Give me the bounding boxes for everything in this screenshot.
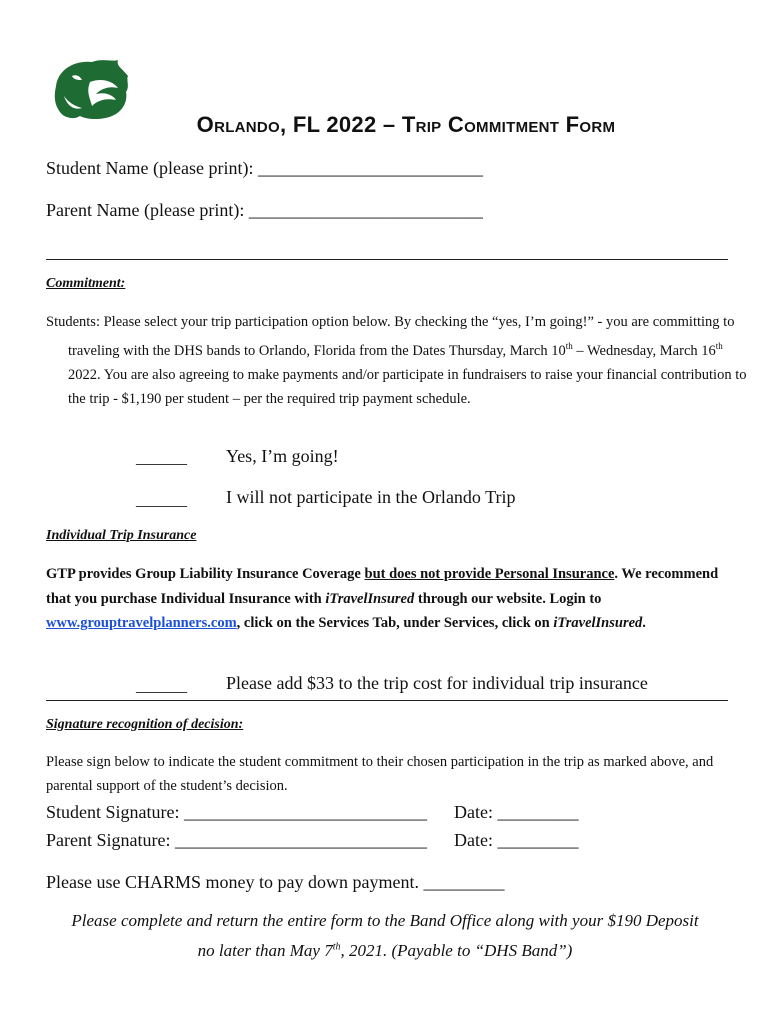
signature-instructions: Please sign below to indicate the student commitment to their chosen participation in the trip as marked above, and parental support of the student’s decision. bbox=[46, 754, 714, 794]
commitment-heading: Commitment: bbox=[46, 276, 126, 291]
closing-instructions-line-1: Please complete and return the entire form to the Band Office along with your $190 Deposit bbox=[71, 911, 699, 930]
yes-going-checkbox-blank[interactable]: ______ bbox=[136, 448, 187, 467]
student-date-field[interactable]: Date: _________ bbox=[454, 802, 579, 822]
insurance-checkbox-blank[interactable]: ______ bbox=[136, 676, 187, 695]
insurance-paragraph: GTP provides Group Liability Insurance Coverage but does not provide Personal Insurance. We recommend that you purchase Individual Insurance with iTravelInsured through our website. Login to www.grouptravelplanners.com, click on the Services Tab, under Services, click on iTravelInsured. bbox=[46, 566, 719, 631]
not-participating-checkbox-blank[interactable]: ______ bbox=[136, 490, 187, 509]
student-name-field[interactable]: Student Name (please print): _________________________ bbox=[46, 158, 483, 178]
page-title: Orlando, FL 2022 – Trip Commitment Form bbox=[196, 112, 616, 137]
yes-going-option-label: Yes, I’m going! bbox=[226, 446, 339, 466]
student-signature-field[interactable]: Student Signature: ___________________________ bbox=[46, 802, 427, 822]
not-participating-option-label: I will not participate in the Orlando Trip bbox=[226, 487, 516, 507]
grouptravelplanners-link[interactable]: www.grouptravelplanners.com bbox=[46, 615, 237, 631]
section-divider bbox=[46, 700, 728, 701]
signature-heading: Signature recognition of decision: bbox=[46, 717, 244, 732]
closing-instructions-line-2: no later than May 7th, 2021. (Payable to “DHS Band”) bbox=[197, 941, 573, 960]
insurance-heading: Individual Trip Insurance bbox=[46, 528, 197, 543]
charms-payment-field[interactable]: Please use CHARMS money to pay down payment. _________ bbox=[46, 872, 505, 892]
section-divider bbox=[46, 259, 728, 260]
parent-signature-field[interactable]: Parent Signature: ____________________________ bbox=[46, 830, 427, 850]
insurance-option-label: Please add $33 to the trip cost for individual trip insurance bbox=[226, 673, 648, 693]
commitment-paragraph: Students: Please select your trip participation option below. By checking the “yes, I’m going!” - you are committing to traveling with the DHS bands to Orlando, Florida from the Dates Thursday, March 10th – Wednesday, March 16th 2022. You are also agreeing to make payments and/or participate in fundraisers to raise your financial contribution to the trip - $1,190 per student – per the required trip payment schedule. bbox=[46, 314, 747, 407]
parent-date-field[interactable]: Date: _________ bbox=[454, 830, 579, 850]
parent-name-field[interactable]: Parent Name (please print): __________________________ bbox=[46, 200, 483, 220]
